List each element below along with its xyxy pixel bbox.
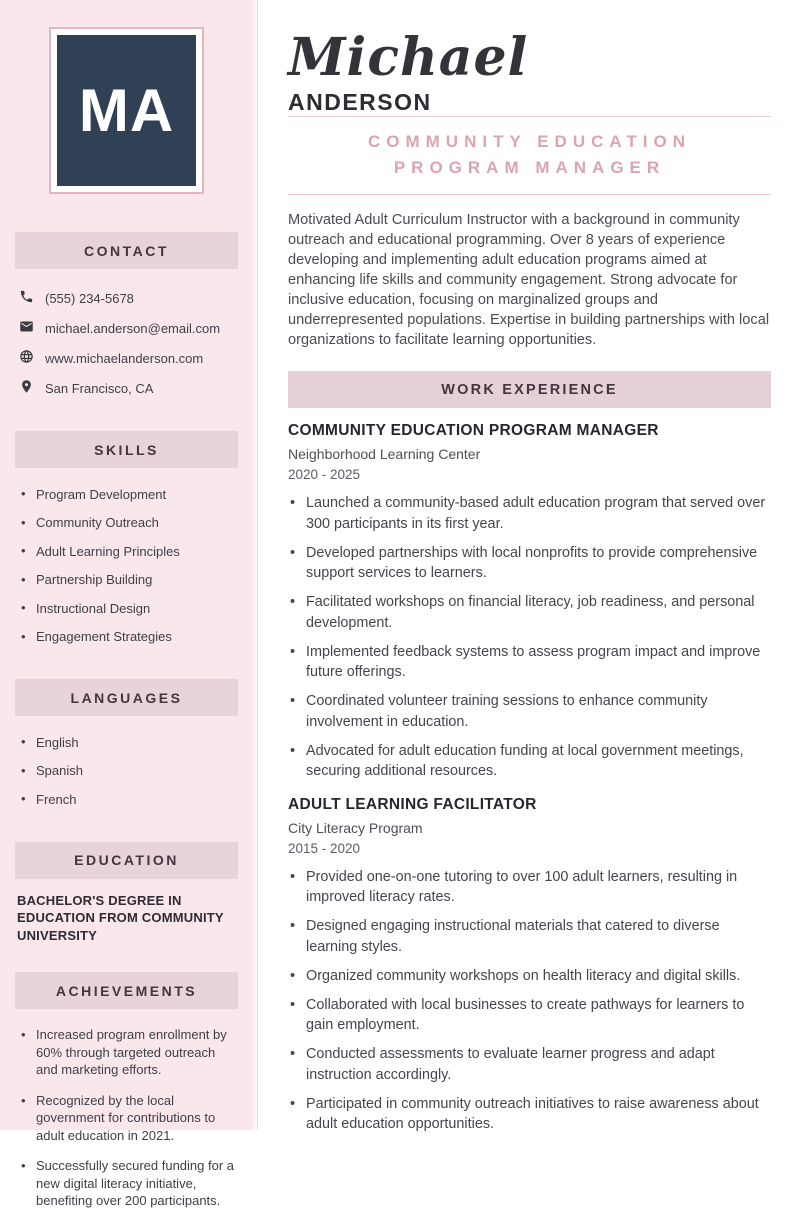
education-degree: BACHELOR'S DEGREE IN EDUCATION FROM COMMUNITY UNIVERSITY <box>17 892 224 943</box>
languages-section-header: LANGUAGES <box>15 679 238 716</box>
list-item: • Successfully secured funding for a new digital literacy initiative, benefiting over 200 participants. <box>19 1152 238 1215</box>
list-item: • English <box>19 728 238 757</box>
list-item: • French <box>19 785 238 814</box>
email-icon <box>19 319 34 337</box>
list-item: • Participated in community outreach initiatives to raise awareness about adult education opportunities. <box>288 1094 771 1135</box>
job-role-title: COMMUNITY EDUCATION PROGRAM MANAGER <box>367 132 692 177</box>
list-item: • Recognized by the local government for contributions to adult education in 2021. <box>19 1087 238 1150</box>
contact-location <box>19 373 238 403</box>
skills-list <box>15 480 238 651</box>
phone-icon <box>19 289 34 307</box>
list-item: • Advocated for adult education funding at local government meetings, securing additional resources. <box>288 741 771 782</box>
job-entry <box>288 422 771 782</box>
list-item: • Conducted assessments to evaluate learner progress and adapt instruction accordingly. <box>288 1044 771 1085</box>
title-rule-bottom <box>288 194 771 195</box>
job-company: City Literacy Program <box>288 819 423 836</box>
list-item: • Adult Learning Principles <box>19 537 238 566</box>
education-section-header: EDUCATION <box>15 842 238 879</box>
list-item: • Community Outreach <box>19 509 238 538</box>
job-bullets <box>288 867 771 1135</box>
list-item: • Collaborated with local businesses to create pathways for learners to gain employment. <box>288 995 771 1036</box>
job-entry <box>288 796 771 1135</box>
list-item: • Program Development <box>19 480 238 509</box>
contact-email-text: michael.anderson@email.com <box>45 320 221 336</box>
list-item: • Engagement Strategies <box>19 623 238 652</box>
contact-phone <box>19 283 238 313</box>
list-item: • Implemented feedback systems to assess program impact and improve future offerings. <box>288 642 771 683</box>
list-item: • Facilitated workshops on financial literacy, job readiness, and personal development. <box>288 592 771 633</box>
profile-photo-frame <box>49 27 204 194</box>
contact-section-header: CONTACT <box>15 232 238 269</box>
sidebar <box>0 0 253 1208</box>
contact-website-text: www.michaelanderson.com <box>45 350 204 366</box>
list-item: • Partnership Building <box>19 566 238 595</box>
list-item: • Spanish <box>19 757 238 786</box>
list-item: • Organized community workshops on health literacy and digital skills. <box>288 966 771 987</box>
globe-icon <box>19 349 34 367</box>
list-item: • Increased program enrollment by 60% through targeted outreach and marketing efforts. <box>19 1021 238 1084</box>
profile-summary: Motivated Adult Curriculum Instructor with a background in community outreach and educational programming. Over 8 years of experience developing and implementing adult education programs aimed at enhancing life skills and community engagement. Strong advocate for inclusive education, focusing on marginalized groups and underrepresented populations. Expertise in building partnerships with local organizations to facilitate learning opportunities. <box>288 212 770 348</box>
work-experience-header: WORK EXPERIENCE <box>288 371 771 408</box>
achievements-section-header: ACHIEVEMENTS <box>15 972 238 1009</box>
main-content <box>258 0 800 1130</box>
first-name: Michael <box>288 27 529 88</box>
job-dates: 2015 - 2020 <box>288 840 361 856</box>
list-item: • Developed partnerships with local nonprofits to provide comprehensive support services to learners. <box>288 543 771 584</box>
list-item: • Instructional Design <box>19 594 238 623</box>
job-dates: 2020 - 2025 <box>288 467 361 482</box>
contact-list <box>15 283 238 403</box>
job-company: Neighborhood Learning Center <box>288 446 481 462</box>
achievements-list <box>15 1021 238 1215</box>
contact-website <box>19 343 238 373</box>
skills-section-header: SKILLS <box>15 431 238 468</box>
contact-email <box>19 313 238 343</box>
languages-list <box>15 728 238 814</box>
list-item: • Designed engaging instructional materials that catered to diverse learning styles. <box>288 916 771 957</box>
contact-location-text: San Francisco, CA <box>45 380 154 396</box>
job-title: COMMUNITY EDUCATION PROGRAM MANAGER <box>288 422 659 439</box>
job-title: ADULT LEARNING FACILITATOR <box>288 795 537 813</box>
list-item: • Launched a community-based adult education program that served over 300 participants in its first year. <box>288 493 771 534</box>
list-item: • Provided one-on-one tutoring to over 100 adult learners, resulting in improved literacy rates. <box>288 867 771 908</box>
list-item: • Coordinated volunteer training sessions to enhance community involvement in education. <box>288 691 771 732</box>
location-icon <box>19 379 34 397</box>
profile-initials: MA <box>78 77 175 144</box>
last-name: ANDERSON <box>288 89 432 115</box>
job-bullets <box>288 493 771 782</box>
profile-photo-placeholder <box>57 35 196 186</box>
contact-phone-text: (555) 234-5678 <box>45 290 134 306</box>
